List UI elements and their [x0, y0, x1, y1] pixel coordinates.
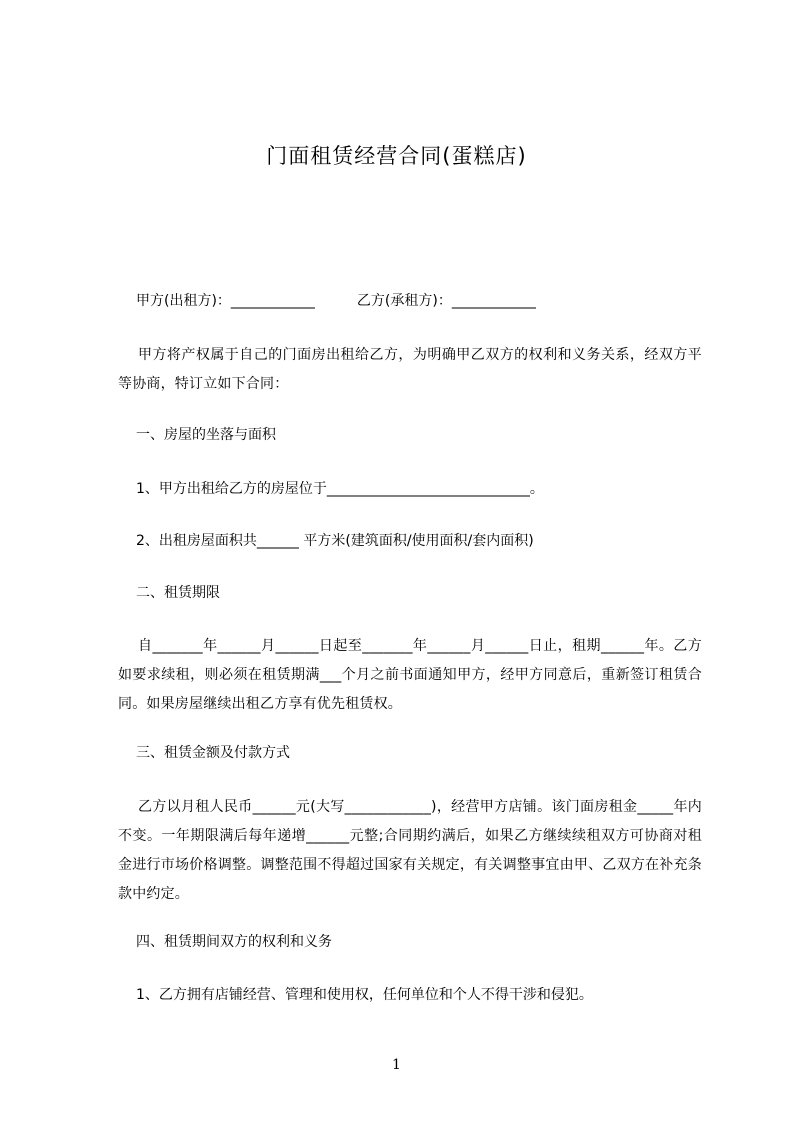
parties-line: 甲方(出租方)：____________ 乙方(承租方)：____________	[136, 293, 536, 309]
section-1-item-2: 2、出租房屋面积共______ 平方米(建筑面积/使用面积/套内面积)	[136, 533, 534, 549]
section-3-heading: 三、租赁金额及付款方式	[136, 745, 290, 761]
section-1-heading: 一、房屋的坐落与面积	[136, 427, 276, 443]
section-4-item-1: 1、乙方拥有店铺经营、管理和使用权，任何单位和个人不得干涉和侵犯。	[136, 987, 593, 1003]
section-4-heading: 四、租赁期间双方的权利和义务	[136, 934, 332, 950]
section-2-heading: 二、租赁期限	[136, 585, 220, 601]
section-2-paragraph: 自_______年______月______日起至_______年______月______日止，租期______年。乙方如要求续租，则必须在租赁期满___个月之前书面通知甲方，经甲方同意后，重新签订租赁合同。如果房屋继续出租乙方享有优先租赁权。	[118, 638, 702, 712]
section-3-paragraph: 乙方以月租人民币______元(大写____________)，经营甲方店铺。该门面房租金_____年内不变。一年期限满后每年递增______元整;合同期约满后，如果乙方继续续租双方可协商对租金进行市场价格调整。调整范围不得超过国家有关规定，有关调整事宜由甲、乙双方在补充条款中约定。	[118, 799, 702, 902]
document-title: 门面租赁经营合同(蛋糕店)	[266, 144, 527, 168]
intro-paragraph: 甲方将产权属于自己的门面房出租给乙方，为明确甲乙双方的权利和义务关系，经双方平等协商，特订立如下合同：	[118, 347, 702, 392]
page-number: 1	[392, 1057, 401, 1073]
section-1-item-1: 1、甲方出租给乙方的房屋位于_____________________________。	[136, 481, 544, 497]
